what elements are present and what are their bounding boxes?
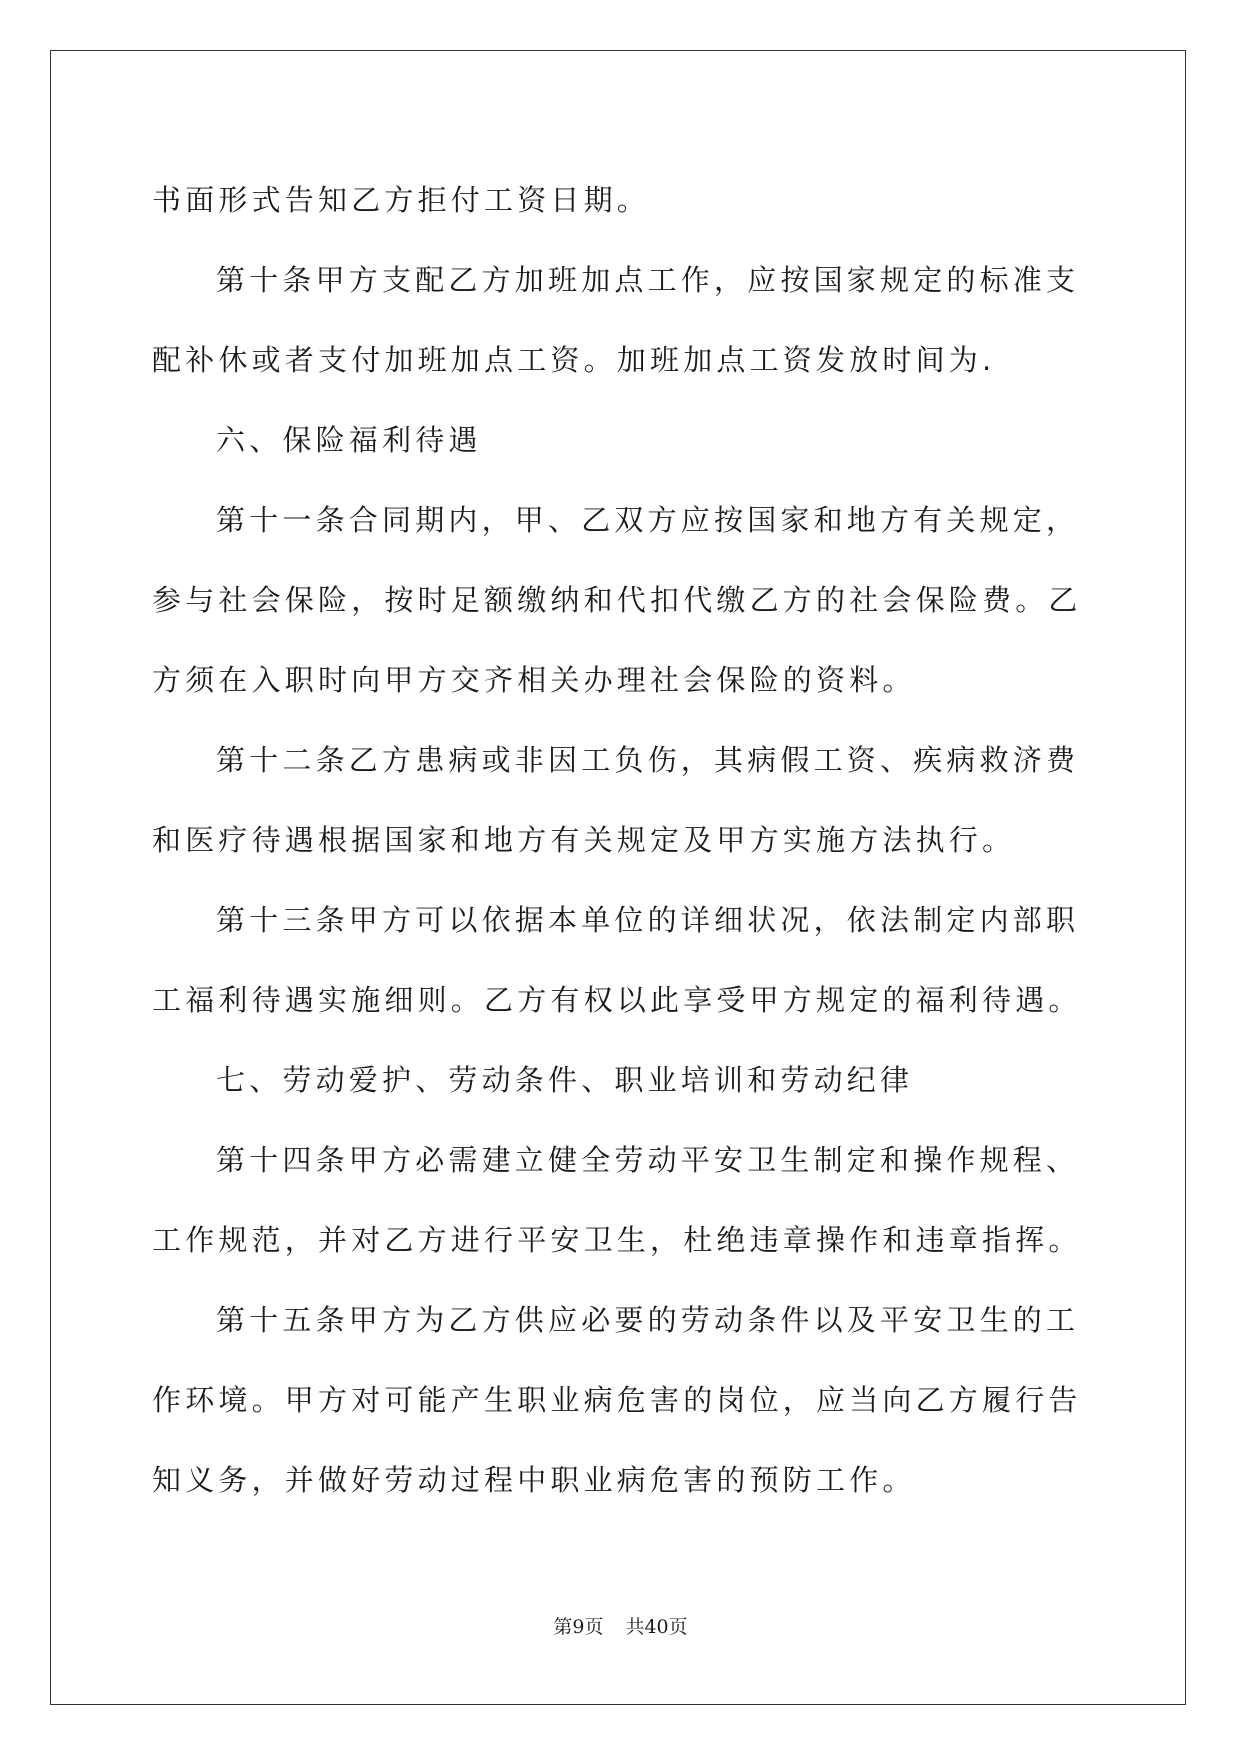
paragraph: 第十四条甲方必需建立健全劳动平安卫生制定和操作规程、工作规范，并对乙方进行平安卫生，杜绝违章操作和违章指挥。 [152, 1143, 1082, 1257]
section-heading: 七、劳动爱护、劳动条件、职业培训和劳动纪律 [216, 1063, 914, 1097]
total-pages: 共40页 [625, 1616, 688, 1638]
paragraph: 第十一条合同期内，甲、乙双方应按国家和地方有关规定，参与社会保险，按时足额缴纳和代扣代缴乙方的社会保险费。乙方须在入职时向甲方交齐相关办理社会保险的资料。 [152, 503, 1082, 697]
current-page-number: 第9页 [553, 1616, 604, 1638]
document-body [152, 160, 1088, 1520]
paragraph: 第十条甲方支配乙方加班加点工作，应按国家规定的标准支配补休或者支付加班加点工资。加班加点工资发放时间为. [152, 263, 1080, 377]
section-heading: 六、保险福利待遇 [216, 423, 482, 457]
paragraph: 第十五条甲方为乙方供应必要的劳动条件以及平安卫生的工作环境。甲方对可能产生职业病危害的岗位，应当向乙方履行告知义务，并做好劳动过程中职业病危害的预防工作。 [152, 1303, 1082, 1497]
paragraph: 第十三条甲方可以依据本单位的详细状况，依法制定内部职工福利待遇实施细则。乙方有权以此享受甲方规定的福利待遇。 [152, 903, 1082, 1017]
paragraph: 书面形式告知乙方拒付工资日期。 [152, 183, 651, 217]
page-footer [0, 1612, 1241, 1639]
paragraph: 第十二条乙方患病或非因工负伤，其病假工资、疾病救济费和医疗待遇根据国家和地方有关规定及甲方实施方法执行。 [152, 743, 1080, 857]
